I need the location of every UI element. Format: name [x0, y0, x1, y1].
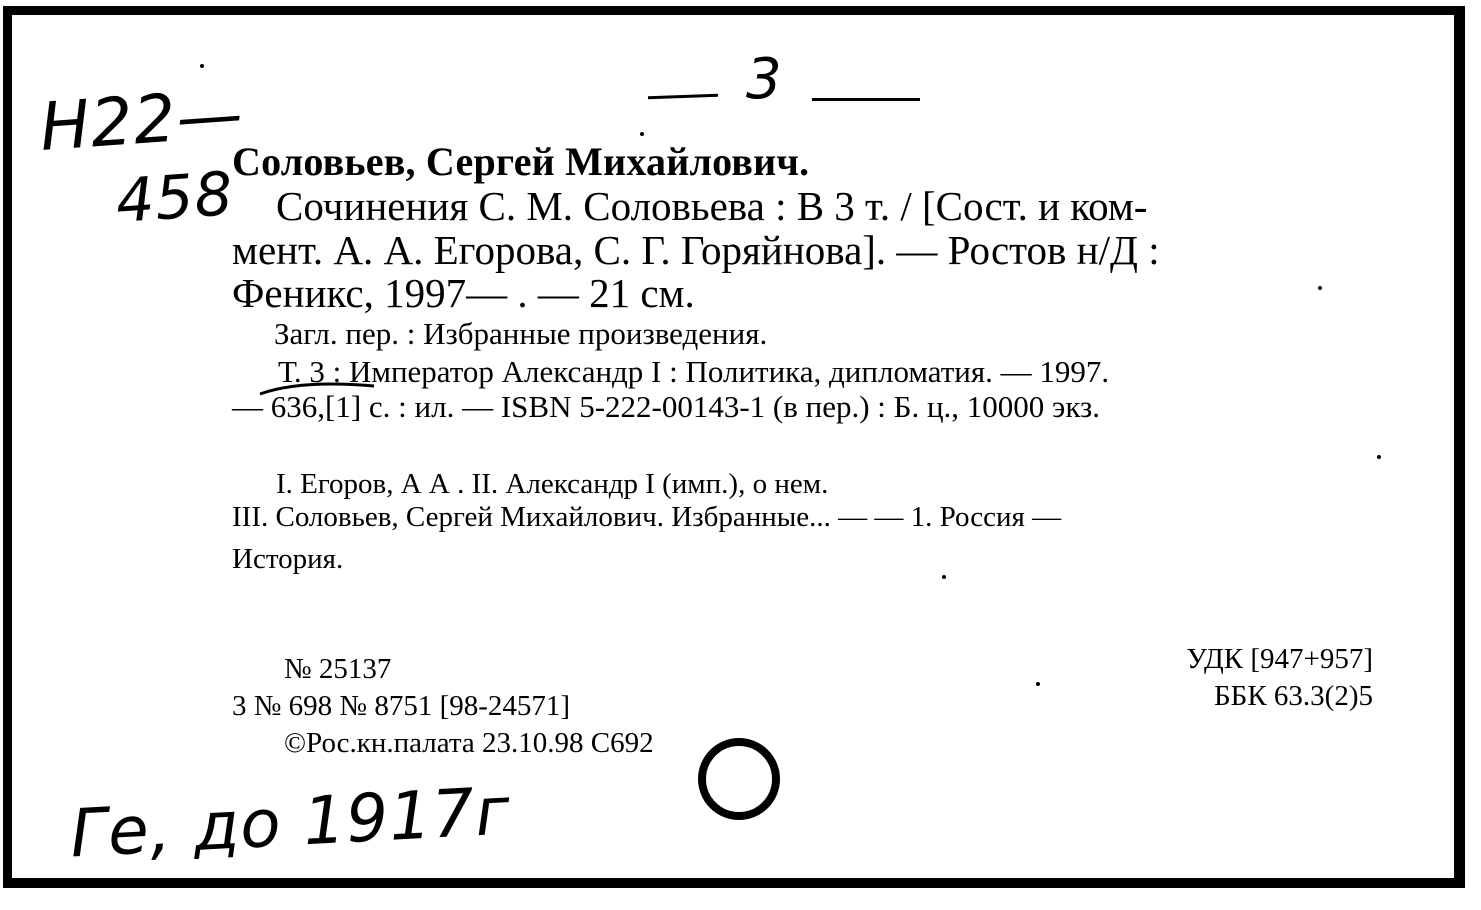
- udk-code: УДК [947+957]: [1186, 643, 1373, 675]
- title-line-2: мент. А. А. Егорова, С. Г. Горяйнова]. — Ростов н/Д :: [232, 227, 1160, 273]
- cover-title-note: Загл. пер. : Избранные произведения.: [274, 316, 768, 351]
- speck: [640, 132, 644, 136]
- speck: [1318, 286, 1322, 290]
- tracings-line-2: III. Соловьев, Сергей Михайлович. Избранные... — — 1. Россия —: [232, 501, 1062, 533]
- registry-number: № 25137: [284, 653, 392, 685]
- speck: [200, 64, 204, 68]
- page-number: 3: [746, 47, 783, 112]
- volume-line-2: — 636,[1] с. : ил. — ISBN 5-222-00143-1 (в пер.) : Б. ц., 10000 экз.: [232, 389, 1101, 424]
- volume-underline: [258, 380, 378, 400]
- subject-note: Ге, до 1917г: [68, 772, 513, 873]
- speck: [1036, 682, 1040, 686]
- speck: [942, 575, 946, 579]
- author-heading: Соловьев, Сергей Михайлович.: [232, 139, 810, 184]
- registry-line-3: ©Рос.кн.палата 23.10.98 С692: [284, 727, 654, 759]
- speck: [1377, 455, 1381, 459]
- page-number-dash-right: [812, 98, 920, 101]
- tracings-line-1: I. Егоров, А А . II. Александр I (имп.), о нем.: [276, 468, 829, 500]
- bbk-code: ББК 63.3(2)5: [1214, 680, 1373, 712]
- speck: [1454, 84, 1458, 88]
- punch-hole-circle: [698, 738, 780, 820]
- tracings-line-3: История.: [232, 543, 344, 575]
- title-line-1: Сочинения С. М. Соловьева : В 3 т. / [Сост. и ком-: [276, 183, 1148, 229]
- volume-line-1: Т. 3 : Император Александр I : Политика, дипломатия. — 1997.: [278, 354, 1110, 389]
- registry-line-2: 3 № 698 № 8751 [98-24571]: [232, 690, 571, 722]
- shelf-mark-line1: Н22—: [37, 74, 247, 167]
- shelf-mark-line2: 458: [113, 158, 236, 238]
- title-line-3: Феникс, 1997— . — 21 см.: [232, 270, 695, 316]
